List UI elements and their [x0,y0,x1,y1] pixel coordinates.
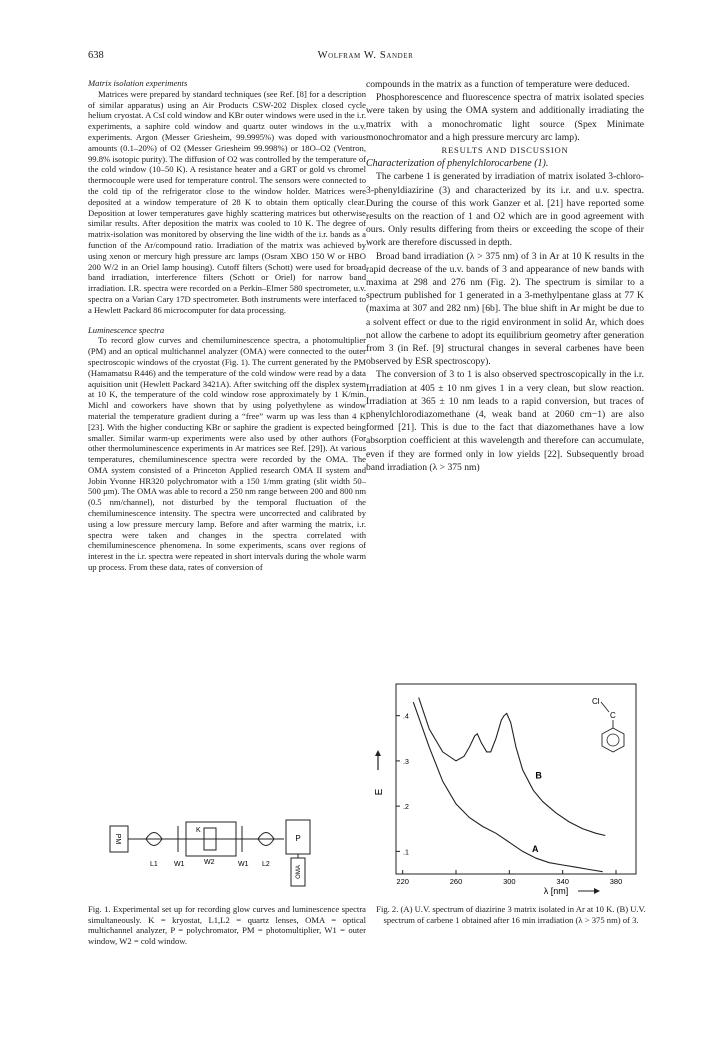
annotation-a: A [532,844,539,855]
label-l1: L1 [150,861,158,868]
x-tick-label: 220 [396,877,409,886]
y-tick-label: .2 [403,804,409,812]
y-tick-label: .1 [403,849,409,857]
running-author: Wolfram W. Sander [317,50,414,61]
label-w1-right: W1 [238,861,249,868]
paragraph-luminescence: To record glow curves and chemiluminescence spectra, a photomultiplier (PM) and an optical multichannel analyzer (OMA) were connected to the outer spectroscopic windows of the cryostat (Fig. 1). The current generated by the PM (Hamamatsu R446) and the temperature of the cold window were read by a data aquisition unit (Hewlett Packard 3421A). After switching off the displex system at 10 K, the temperature of the cold window rose approximately by 1 K/min. Michl and coworkers have shown that by using polyethylene as window material the temperature gradient during a “free” warm up was less than 4 K [23]. With the higher conducting KBr or saphire the gradient is expected being smaller. Similar warm-up experiments were also used by other authors (For other thermoluminescence experiments in Ar matrices see Ref. [29]). At various temperatures, chemiluminescence spectra were recorded by the OMA. The OMA system consisted of a Princeton Applied research OMA II system and Jobin Yvonne HR320 polychromator with a 150 1/mm grating (slit width 50–500 μm). The OMA was able to record a 250 nm range between 200 and 800 nm (0.5 nm/channel), not disturbed by the temporal fluctuation of the chemiluminescence intensity. The spectra were uncorrected and calibrated by using a low pressure mercury lamp. Before and after warming the matrix, i.r. spectra were taken and changes in the spectra correlated with chemiluminescence phenomena. In some experiments, scans over regions of interest in the i.r. spectra were repeated in short intervals during the whole warm up process. From these data, rates of conversion of [88,335,366,573]
paragraph-phosphorescence: Phosphorescence and fluorescence spectra of matrix isolated species were taken by using the OMA system and additionally irradiating the matrix with a monochromatic light source (Spex Minimate monochromator and a high pressure mercury arc lamp). [366,92,644,143]
section-heading-matrix: Matrix isolation experiments [88,78,188,88]
annotation-b: B [535,770,542,781]
series-b-line [419,698,606,836]
paragraph-conversion: The conversion of 3 to 1 is also observed spectroscopically in the i.r. Irradiation at 405 ± 10 nm gives 1 in a very clean, but slow reaction. Irradiation at 365 ± 10 nm leads to a rapid conversion, but traces of phenylchlorodiazomethane (4, weak band at 2060 cm−1) are also formed [21]. This is due to the fact that diazomethanes have a low absorption coefficient at this wavelength and therefore can accumulate, even if they are formed only in low yields [22]. Subsequently broad band irradiation (λ > 375 nm) [366,369,644,473]
figure-1-setup-diagram [88,808,366,900]
section-heading-luminescence: Luminescence spectra [88,324,165,335]
paragraph-irradiation: Broad band irradiation (λ > 375 nm) of 3 in Ar at 10 K results in the rapid decrease of the u.v. bands of 3 and appearance of new bands with maxima at 298 and 276 nm (Fig. 2). The spectrum is similar to a spectrum published for 1 generated in a 3-methylpentane glass at 77 K (maxima at 307 and 282 nm) [6b]. The blue shift in Ar might be due to a solvent effect or due to the rigid environment in solid Ar, which does not allow the carbene to adopt its equilibrium geometry after generation from 3 (in Ref. [9] structural changes in several carbenes have been observed by ESR spectroscopy). [366,250,644,368]
inset-atom-c: C [610,711,616,720]
results-heading: RESULTS AND DISCUSSION [441,145,569,156]
inset-structure-phenylchlorocarbene [592,697,624,752]
inset-atom-cl: Cl [592,697,600,706]
y-tick-label: .3 [403,758,409,766]
x-tick-label: 260 [449,877,463,886]
label-pm: PM [114,833,121,845]
y-tick-label: .4 [403,713,409,721]
plot-frame [396,684,636,874]
series-a-line [413,702,602,872]
paragraph-continued: compounds in the matrix as a function of temperature were deduced. [366,79,630,90]
x-tick-label: 380 [609,877,623,886]
label-k: K [196,827,201,834]
figure-2-caption: Fig. 2. (A) U.V. spectrum of diazirine 3 matrix isolated in Ar at 10 K. (B) U.V. spectrum of carbene 1 obtained after 16 min irradiation (λ > 375 nm) of 3. [376,904,646,925]
inset-benzene-ring [602,728,624,752]
x-axis-label: λ [nm] [543,886,569,896]
x-tick-label: 300 [503,877,516,886]
label-l2: L2 [262,861,270,868]
label-w1-left: W1 [174,861,185,868]
page-number: 638 [88,50,104,61]
characterization-heading: Characterization of phenylchlorocarbene (1). [366,158,549,170]
paragraph-matrix: Matrices were prepared by standard techniques (see Ref. [8] for a description of similar apparatus) using an Air Products CSW-202 Displex closed cycle helium cryostat. A CsI cold window and KBr outer windows were used in the i.r. experiments, a saphire cold window and quartz outer windows in the u.v. experiments. Argon (Messer Griesheim, 99.9995%) was doped with various amounts (0.1–20%) of O2 (Messer Griesheim 99.998%) or 18O–O2 (Ventron, 99.8% isotopic purity). The diffusion of O2 was controlled by the temperature of the cold window (10–50 K). A resistance heater and a GRT or gold vs chromel thermocouple were used for temperature control. The sensors were connected to the cold tip of the refrigerator close to the window holder. Matrices were deposited at a window temperature of 28 K to obtain them optically clear. Deposition at lower temperatures gave highly scattering matrices but otherwise similar results. After deposition the matrix was cooled to 10 K. The degree of matrix-isolation was monitored by observing the line width of the i.r. bands as a function of the Ar/compound ratio. Irradiation of the matrix was achieved by using xenon or mercury high pressure arc lamps (Osram XBO 150 W or HBO 200 W/2 in an Oriel lamp housing). Cutoff filters (Schott) were used for broad band irradiation, interference filters (Schott or Oriel) for narrow band irradiation. I.R. spectra were recorded on a Perkin–Elmer 580 spectrometer, u.v. spectra on a Varian Cary 17D spectrometer. Both instruments were interfaced to a Hewlett Packard 86 microcomputer for data processing. [88,88,366,315]
label-w2: W2 [204,859,215,866]
y-axis-label: E [374,788,385,796]
label-p: P [295,834,301,843]
figure-1-caption: Fig. 1. Experimental set up for recording glow curves and luminescence spectra simultaneously. K = kryostat, L1,L2 = quartz lenses, OMA = optical multichannel analyzer, P = polychromator, PM = photomultiplier, W1 = outer window, W2 = cold window. [88,904,366,946]
figure-2-uv-spectrum [366,678,656,898]
label-oma: OMA [296,865,302,879]
left-column [88,78,366,573]
right-column [366,78,644,474]
page-header [88,50,643,64]
x-tick-label: 340 [556,877,569,886]
paragraph-carbene: The carbene 1 is generated by irradiation of matrix isolated 3-chloro-3-phenyldiazirine (3) and characterized by its i.r. and u.v. spectra. During the course of this work Ganzer et al. [21] have reported some results on the reaction of 1 and O2 which are in good agreement with ours. Only results differing from theirs or exceeding the scope of their work are therefore discussed in depth. [366,171,644,249]
